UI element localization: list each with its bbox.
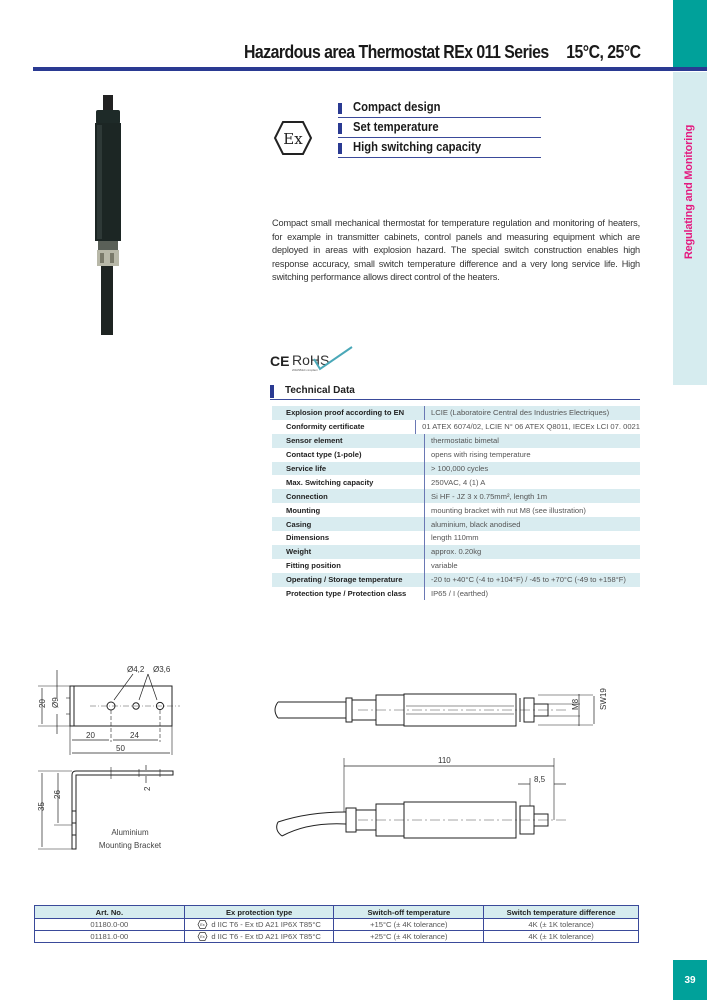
tech-row — [272, 531, 640, 545]
tech-row — [272, 517, 640, 531]
tech-row — [272, 406, 640, 420]
tech-value: > 100,000 cycles — [424, 462, 640, 476]
tech-value: opens with rising temperature — [424, 448, 640, 462]
page-number: 39 — [673, 960, 707, 1000]
tech-key: Conformity certificate — [286, 422, 365, 432]
tech-value: IP65 / I (earthed) — [424, 587, 640, 601]
feature-bullet — [338, 123, 342, 134]
rohs-sub: 2002/95/EC compliant — [292, 369, 318, 372]
tech-row — [272, 503, 640, 517]
dim-thread-length: 8,5 — [534, 775, 546, 784]
tech-key: Casing — [286, 519, 312, 529]
tech-value: LCIE (Laboratoire Central des Industries Electriques) — [424, 406, 640, 420]
product-description: Compact small mechanical thermostat for temperature regulation and monitoring of heaters, for example in transmitter cabinets, control panels and measuring equipment which are deployed in areas with explosion hazard. The special switch construction enables high response accuracy, small switch temperature difference and a very long service life. High switching performance allows direct control of the heaters. — [272, 218, 640, 283]
tech-key: Service life — [286, 464, 327, 473]
ex-hazard-icon — [197, 920, 208, 929]
tech-value: approx. 0.20kg — [424, 545, 640, 559]
dim-thread: M8 — [571, 698, 580, 710]
tech-key: Operating / Storage temperature — [286, 575, 403, 585]
feature-item: Compact design — [338, 98, 541, 118]
svg-text:Ex: Ex — [200, 935, 206, 940]
sidebar-top-tab — [673, 0, 707, 68]
dim-spacing: 24 — [130, 731, 139, 740]
tech-key: Dimensions — [286, 533, 330, 543]
tech-key: Max. Switching capacity — [286, 477, 374, 487]
dim-inner-height: 26 — [53, 790, 62, 799]
article-table-header — [35, 906, 639, 919]
svg-text:Ex: Ex — [283, 130, 303, 148]
article-row[interactable] — [35, 919, 639, 931]
sidebar-section-label[interactable]: Regulating and Monitoring — [683, 124, 695, 260]
dim-length: 110 — [438, 756, 451, 765]
tech-row — [272, 475, 640, 489]
feature-bullet — [338, 143, 342, 154]
ce-mark: CE — [270, 353, 290, 369]
technical-data-heading: Technical Data — [270, 384, 640, 400]
tech-value: length 110mm — [424, 531, 640, 545]
dim-slot: Ø9 — [51, 697, 60, 708]
rohs-mark: RoHS — [292, 352, 330, 368]
dim-height: 20 — [38, 699, 47, 708]
tech-key: Contact type (1-pole) — [286, 450, 362, 460]
article-table — [34, 905, 639, 943]
title-text: Hazardous area Thermostat REx 011 Series — [244, 42, 549, 62]
dim-total-height: 35 — [37, 802, 46, 811]
tech-value: 01 ATEX 6074/02, LCIE N° 06 ATEX Q8011, IECEx LCI 07. 0021 — [415, 420, 640, 434]
feature-list — [338, 98, 541, 158]
feature-item: Set temperature — [338, 118, 541, 138]
ex-hazard-icon — [273, 120, 313, 156]
ex-type-cell: Ex d IIC T6 - Ex tD A21 IP6X T85°C — [184, 919, 334, 931]
bracket-caption: Aluminium Mounting Bracket — [98, 828, 162, 850]
bracket-top-view-drawing — [30, 660, 190, 760]
svg-text:Ex: Ex — [200, 923, 206, 928]
col-art-no: Art. No. — [35, 906, 185, 919]
dim-hole-small: Ø3,6 — [153, 665, 171, 674]
tech-key: Protection type / Protection class — [286, 589, 407, 599]
article-row[interactable] — [35, 931, 639, 943]
tech-row — [272, 559, 640, 573]
page-title — [244, 42, 640, 63]
switch-difference: 4K (± 1K tolerance) — [484, 931, 639, 943]
tech-key: Fitting position — [286, 561, 341, 571]
tech-key: Weight — [286, 547, 312, 557]
switch-off-temp: +25°C (± 4K tolerance) — [334, 931, 484, 943]
dim-length: 50 — [116, 744, 125, 753]
tech-row — [272, 545, 640, 559]
ex-hazard-icon — [197, 932, 208, 941]
dim-offset: 20 — [86, 731, 95, 740]
col-ex-type: Ex protection type — [184, 906, 334, 919]
tech-row — [272, 434, 640, 448]
photo-cable — [101, 266, 113, 335]
thermostat-front-drawing — [268, 680, 608, 740]
tech-row — [272, 587, 640, 601]
tech-value: 250VAC, 4 (1) A — [424, 475, 640, 489]
dim-wrench: SW19 — [599, 688, 608, 710]
tech-key: Sensor element — [286, 436, 343, 446]
dim-hole-large: Ø4,2 — [127, 665, 145, 674]
tech-row — [272, 573, 640, 587]
tech-row — [272, 448, 640, 462]
photo-cap — [96, 110, 120, 124]
ex-type-cell: Ex d IIC T6 - Ex tD A21 IP6X T85°C — [184, 931, 334, 943]
tech-row — [272, 489, 640, 503]
art-no: 01180.0-00 — [35, 919, 185, 931]
col-switch-off: Switch-off temperature — [334, 906, 484, 919]
col-difference: Switch temperature difference — [484, 906, 639, 919]
tech-value: Si HF - JZ 3 x 0.75mm², length 1m — [424, 489, 640, 503]
thermostat-side-drawing — [268, 752, 608, 842]
tech-key: Explosion proof according to EN — [286, 408, 405, 418]
title-temps: 15°C, 25°C — [566, 42, 641, 62]
tech-key: Mounting — [286, 505, 321, 515]
tech-value: -20 to +40°C (-4 to +104°F) / -45 to +70°C (-49 to +158°F) — [424, 573, 640, 587]
technical-data-table — [272, 406, 640, 600]
tech-row — [272, 462, 640, 476]
tech-key: Connection — [286, 491, 328, 501]
tech-row — [272, 420, 640, 434]
feature-bullet — [338, 103, 342, 114]
title-rule — [33, 67, 707, 71]
heading-bullet — [270, 385, 274, 398]
switch-off-temp: +15°C (± 4K tolerance) — [334, 919, 484, 931]
tech-value: thermostatic bimetal — [424, 434, 640, 448]
tech-value: aluminium, black anodised — [424, 517, 640, 531]
certification-marks — [270, 345, 360, 375]
tech-value: variable — [424, 559, 640, 573]
dim-thickness: 2 — [143, 786, 152, 791]
tech-value: mounting bracket with nut M8 (see illustration) — [424, 503, 640, 517]
feature-item: High switching capacity — [338, 138, 541, 158]
product-photo — [86, 95, 136, 335]
switch-difference: 4K (± 1K tolerance) — [484, 919, 639, 931]
art-no: 01181.0-00 — [35, 931, 185, 943]
